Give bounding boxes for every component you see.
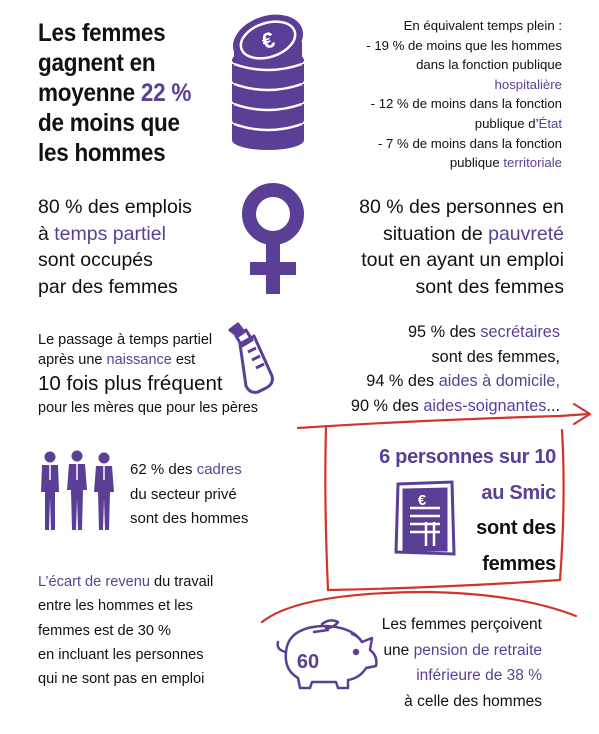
birth-line-2: après une [38,352,107,368]
income-gap-line-3: femmes est de 30 % [38,622,172,639]
part-time-line-4: par des femmes [38,275,178,298]
income-gap-highlight: L’écart de revenu [38,574,150,590]
fte-intro: En équivalent temps plein : [403,18,562,33]
income-gap-stat [38,570,213,691]
pension-line-2: une [383,641,414,659]
fte-line-3: dans la fonction publique [416,57,562,73]
pension-gap-stat [330,612,542,714]
pension-line-1: Les femmes perçoivent [381,616,542,633]
pension-line-4: à celle des hommes [404,692,542,710]
income-gap-line-2: entre les hommes et les [38,598,193,615]
headline-line-3: moyenne [38,79,141,107]
minwage-line-3: sont des [476,517,556,539]
part-time-line-2: à [38,222,55,245]
jobs-secretaries: secrétaires [480,323,560,341]
svg-text:€: € [417,492,427,509]
poverty-line-2: situation de [382,222,489,245]
executives-stat [130,458,248,532]
headline-percentage: 22 % [140,79,192,107]
minimum-wage-stat [356,440,556,582]
executives-line-3: sont des hommes [130,510,249,527]
jobs-line-4: 90 % des [350,396,424,415]
income-gap-line-4: en incluant les personnes [38,646,204,663]
piggy-label: 60 [296,651,320,673]
birth-line-4: pour les mères que pour les pères [38,400,259,416]
poverty-line-1: 80 % des personnes en [359,196,564,218]
jobs-care-aides: aides-soignantes [423,396,547,415]
birth-line-1: Le passage à temps partiel [38,332,213,348]
poverty-highlight: pauvreté [488,222,564,245]
jobs-ellipsis: ... [546,396,560,415]
executives-line-2: du secteur privé [130,485,237,503]
fte-line-8: publique [449,155,504,171]
birth-line-2-end: est [171,352,196,368]
headline-line-5: les hommes [38,139,166,167]
part-time-line-3: sont occupés [38,249,153,271]
income-gap-line-1: du travail [149,574,214,590]
fte-line-6: publique d’ [474,115,539,131]
jobs-home-aides: aides à domicile, [438,372,560,390]
fte-hospital: hospitalière [494,76,562,92]
jobs-line-2: sont des femmes, [431,347,560,366]
fte-line-5: - 12 % de moins dans la fonction [370,96,562,112]
part-time-highlight: temps partiel [54,222,166,245]
birth-line-3: 10 fois plus fréquent [38,372,223,395]
pension-highlight-2: inférieure de 38 % [416,667,542,684]
executives-line-1: 62 % des [130,461,197,478]
headline-line-4: de moins que [38,109,180,137]
fte-territorial: territoriale [503,155,562,171]
birth-highlight: naissance [106,352,172,368]
jobs-line-3: 94 % des [366,372,439,390]
fte-line-7: - 7 % de moins dans la fonction [378,135,562,151]
svg-text:€: € [258,26,278,55]
poverty-line-4: sont des femmes [415,275,564,298]
fte-line-2: - 19 % de moins que les hommes [366,37,562,53]
fte-state: État [538,115,562,131]
pension-highlight-1: pension de retraite [413,641,542,659]
poverty-line-3: tout en ayant un emploi [361,249,564,271]
business-people-icon [38,450,118,532]
executives-highlight: cadres [196,461,242,478]
minwage-line-1: 6 personnes sur 10 [379,446,556,468]
headline-line-2: gagnent en [38,49,156,77]
income-gap-line-5: qui ne sont pas en emploi [38,671,205,688]
headline-line-1: Les femmes [38,19,166,47]
part-time-line-1: 80 % des emplois [38,196,192,218]
jobs-line-1: 95 % des [407,323,481,341]
minwage-line-4: femmes [482,552,556,575]
minwage-line-2: au Smic [481,481,556,504]
